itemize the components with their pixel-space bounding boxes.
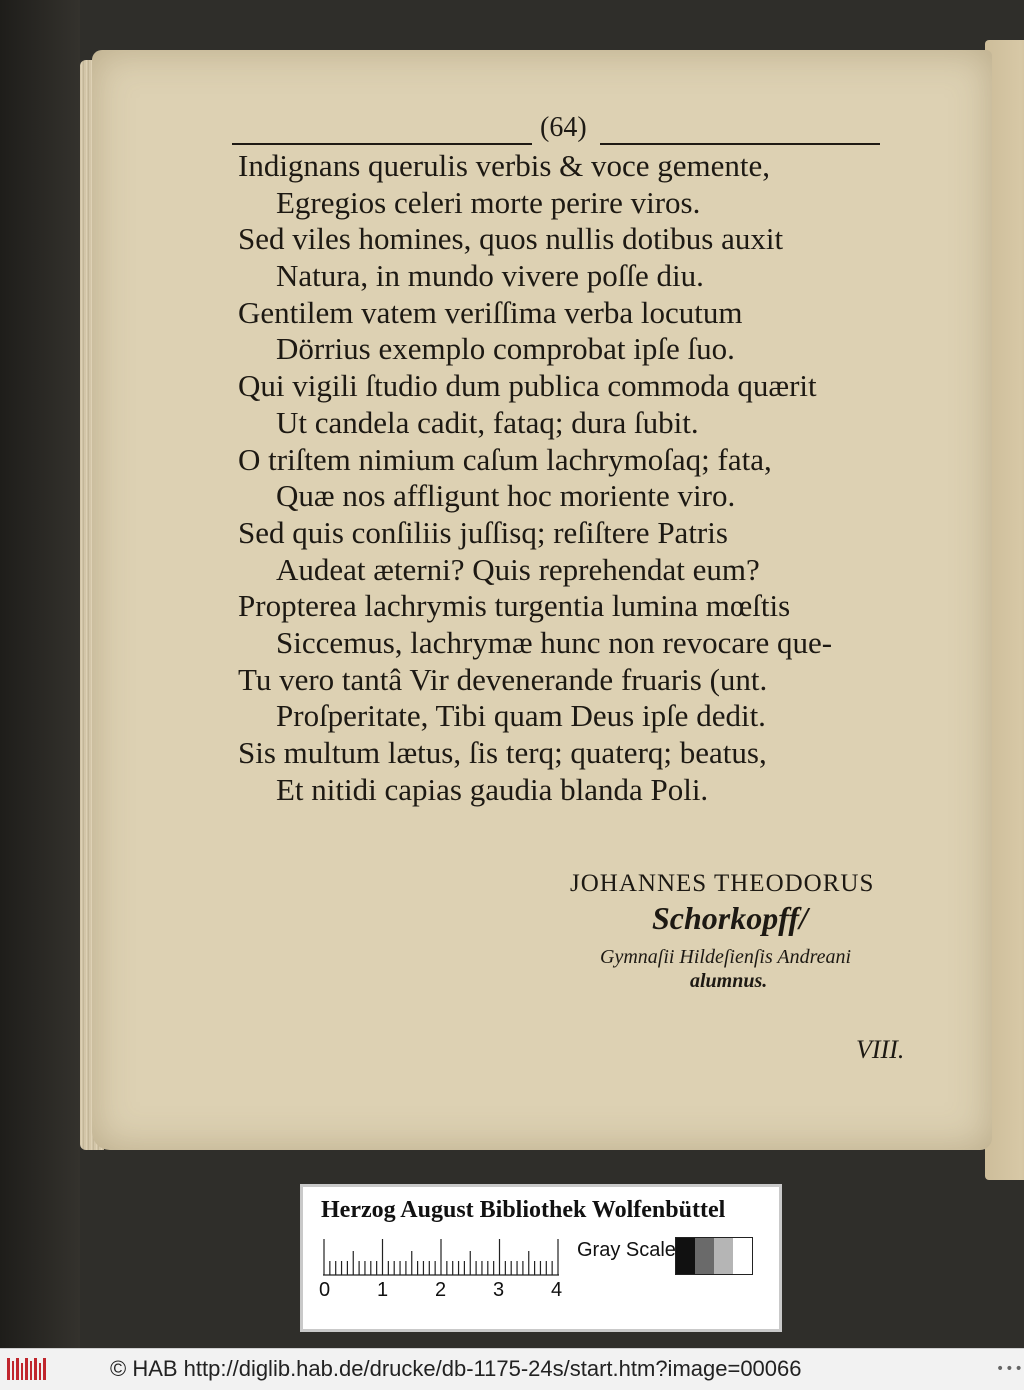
ruler-number: 2 xyxy=(435,1279,447,1301)
verse-line: Gentilem vatem veriſſima verba locutum xyxy=(238,294,743,330)
verse-line: Proſperitate, Tibi quam Deus ipſe dedit. xyxy=(276,698,766,734)
author-school: Gymnaſii Hildeſienſis Andreani xyxy=(600,946,852,968)
author-surname: Schorkopff/ xyxy=(652,900,808,936)
verse-line: Siccemus, lachrymæ hunc non revocare que- xyxy=(276,624,833,660)
ruler-number: 1 xyxy=(377,1279,389,1301)
verse-line: Tu vero tantâ Vir devenerande fruaris (unt. xyxy=(238,661,768,697)
ruler-scale-icon xyxy=(323,1237,561,1277)
verse-line: Dörrius exemplo comprobat ipſe ſuo. xyxy=(276,331,735,367)
gray-swatch xyxy=(695,1238,714,1274)
page-number: (64) xyxy=(540,112,587,143)
gray-swatch xyxy=(733,1238,752,1274)
viewer-footer xyxy=(0,1348,1024,1390)
gray-swatch xyxy=(676,1238,695,1274)
verse-line: Indignans querulis verbis & voce gemente, xyxy=(238,148,771,183)
catchword: VIII. xyxy=(856,1035,905,1064)
verse-line: Sis multum lætus, ſis terq; quaterq; beatus, xyxy=(238,735,767,770)
verse-line: Egregios celeri morte perire viros. xyxy=(276,184,701,220)
verse-line: Quæ nos affligunt hoc moriente viro. xyxy=(276,478,736,514)
header-rule-right xyxy=(600,143,880,145)
gray-scale-label: Gray Scale xyxy=(577,1239,676,1261)
scan-background-left xyxy=(0,0,80,1348)
author-role: alumnus. xyxy=(690,970,768,992)
copyright-url[interactable]: © HAB http://diglib.hab.de/drucke/db-1175-24s/start.htm?image=00066 xyxy=(110,1356,802,1381)
ruler-number: 4 xyxy=(551,1279,563,1301)
more-dots-icon[interactable]: ••• xyxy=(996,1361,1024,1377)
ruler-numbers xyxy=(319,1279,569,1305)
verse-line: O triſtem nimium caſum lachrymoſaq; fata, xyxy=(238,441,772,477)
ruler-number: 3 xyxy=(493,1279,505,1301)
gray-swatch xyxy=(714,1238,733,1274)
hab-barcode-logo-icon[interactable] xyxy=(6,1355,48,1383)
verse-line: Qui vigili ſtudio dum publica commoda quærit xyxy=(238,368,817,404)
verse-line: Propterea lachrymis turgentia lumina mœſtis xyxy=(238,588,791,624)
verse-line: Audeat æterni? Quis reprehendat eum? xyxy=(276,551,760,587)
verse-line: Ut candela cadit, fataq; dura ſubit. xyxy=(276,404,699,440)
poem-text xyxy=(238,148,918,808)
verse-line: Sed viles homines, quos nullis dotibus auxit xyxy=(238,221,784,257)
ruler-number: 0 xyxy=(319,1279,331,1301)
verse-line: Et nitidi capias gaudia blanda Poli. xyxy=(276,771,709,807)
header-rule-left xyxy=(232,143,532,145)
gray-scale-swatches xyxy=(675,1237,753,1275)
verse-line: Natura, in mundo vivere poſſe diu. xyxy=(276,258,704,294)
library-title: Herzog August Bibliothek Wolfenbüttel xyxy=(321,1197,726,1223)
author-name: JOHANNES THEODORUS xyxy=(570,870,875,897)
color-scale-card xyxy=(300,1184,782,1332)
verse-line: Sed quis conſiliis juſſisq; reſiſtere Patris xyxy=(238,514,728,550)
